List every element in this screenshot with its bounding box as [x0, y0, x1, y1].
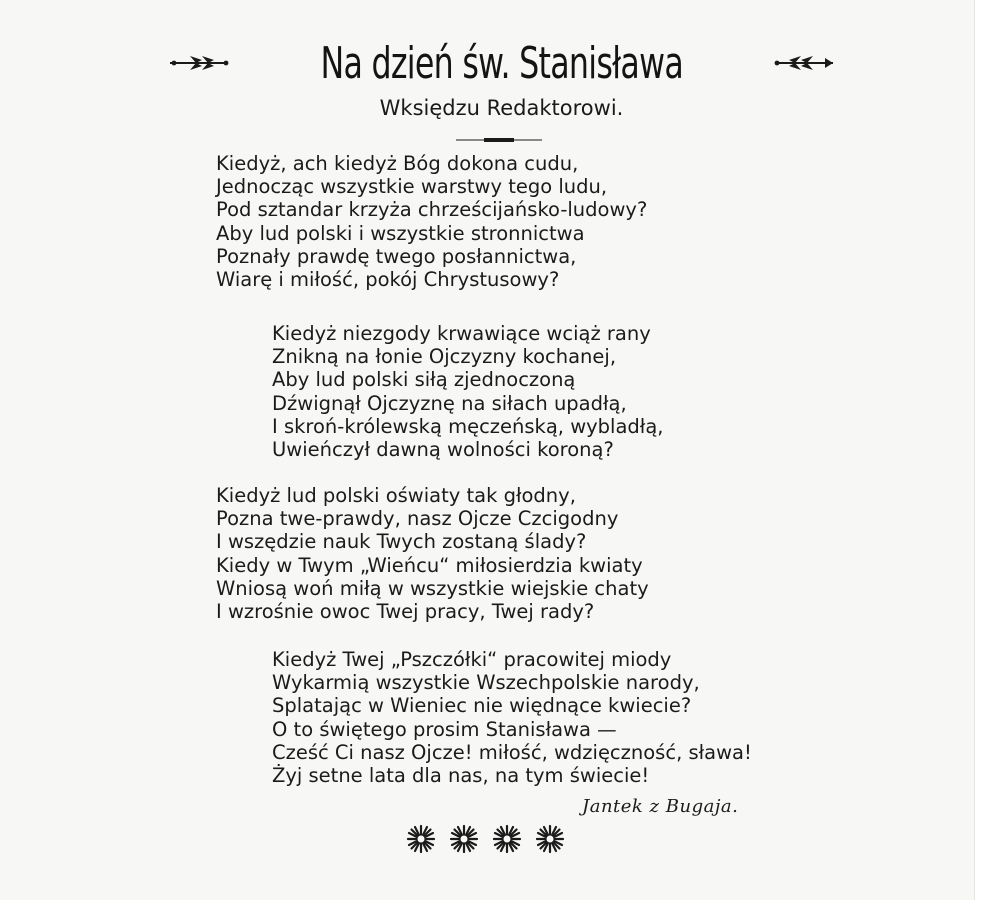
poem-line: Aby lud polski siłą zjednoczoną — [272, 368, 576, 392]
poem-line: Dźwignął Ojczyznę na siłach upadłą, — [272, 391, 627, 415]
asterism-star-icon — [406, 824, 436, 854]
poem-line: Kiedyż niezgody krwawiące wciąż rany — [272, 322, 651, 345]
poem-line: Wniosą woń miłą w wszystkie wiejskie chaty — [216, 576, 649, 600]
poem-line: Wiarę i miłość, pokój Chrystusowy? — [216, 268, 560, 292]
right-flourish-icon — [771, 51, 835, 75]
poem-line: Pozna twe-prawdy, nasz Ojcze Czcigodny — [216, 507, 619, 531]
page-edge — [974, 0, 1003, 900]
asterism-star-icon — [449, 824, 479, 854]
poem-line: O to świętego prosim Stanisława — — [272, 717, 617, 741]
title-row — [0, 28, 1003, 98]
poem-title: Na dzień św. Stanisława — [320, 37, 683, 89]
stanza-3 — [216, 484, 649, 623]
left-flourish-icon — [168, 51, 232, 75]
poem-line: I wzrośnie owoc Twej pracy, Twej rady? — [216, 600, 595, 624]
poem-line: Wykarmią wszystkie Wszechpolskie narody, — [272, 671, 700, 695]
poem-line: Poznały prawdę twego posłannictwa, — [216, 244, 577, 268]
poem-line: I skroń-królewską męczeńską, wybladłą, — [272, 414, 664, 438]
divider-rule — [456, 137, 542, 143]
poem-line: Żyj setne lata dla nas, na tym świecie! — [272, 764, 650, 788]
poem-line: Kiedyż lud polski oświaty tak głodny, — [216, 484, 576, 507]
poem-line: Kiedyż Twej „Pszczółki“ pracowitej miody — [272, 648, 672, 671]
poem-line: Cześć Ci nasz Ojcze! miłość, wdzięczność, sława! — [272, 740, 752, 764]
poem-line: Uwieńczył dawną wolności koroną? — [272, 438, 614, 462]
poem-line: Kiedy w Twym „Wieńcu“ miłosierdzia kwiaty — [216, 553, 643, 577]
closing-ornaments — [406, 824, 565, 854]
author-signature: Jantek z Bugaja. — [582, 796, 739, 817]
poem-line: Aby lud polski i wszystkie stronnictwa — [216, 221, 585, 245]
poem-line: Znikną na łonie Ojczyzny kochanej, — [272, 345, 617, 369]
stanza-1 — [216, 152, 647, 291]
stanza-2 — [272, 322, 664, 461]
stanza-4 — [272, 648, 752, 787]
poem-line: Kiedyż, ach kiedyż Bóg dokona cudu, — [216, 152, 579, 175]
asterism-star-icon — [492, 824, 522, 854]
asterism-star-icon — [535, 824, 565, 854]
poem-dedication: Wksiędzu Redaktorowi. — [379, 96, 624, 120]
poem-line: I wszędzie nauk Twych zostaną ślady? — [216, 530, 587, 554]
poem-line: Splatając w Wieniec nie więdnące kwiecie? — [272, 694, 692, 718]
poem-line: Jednocząc wszystkie warstwy tego ludu, — [216, 175, 608, 199]
poem-line: Pod sztandar krzyża chrześcijańsko-ludowy? — [216, 198, 648, 222]
